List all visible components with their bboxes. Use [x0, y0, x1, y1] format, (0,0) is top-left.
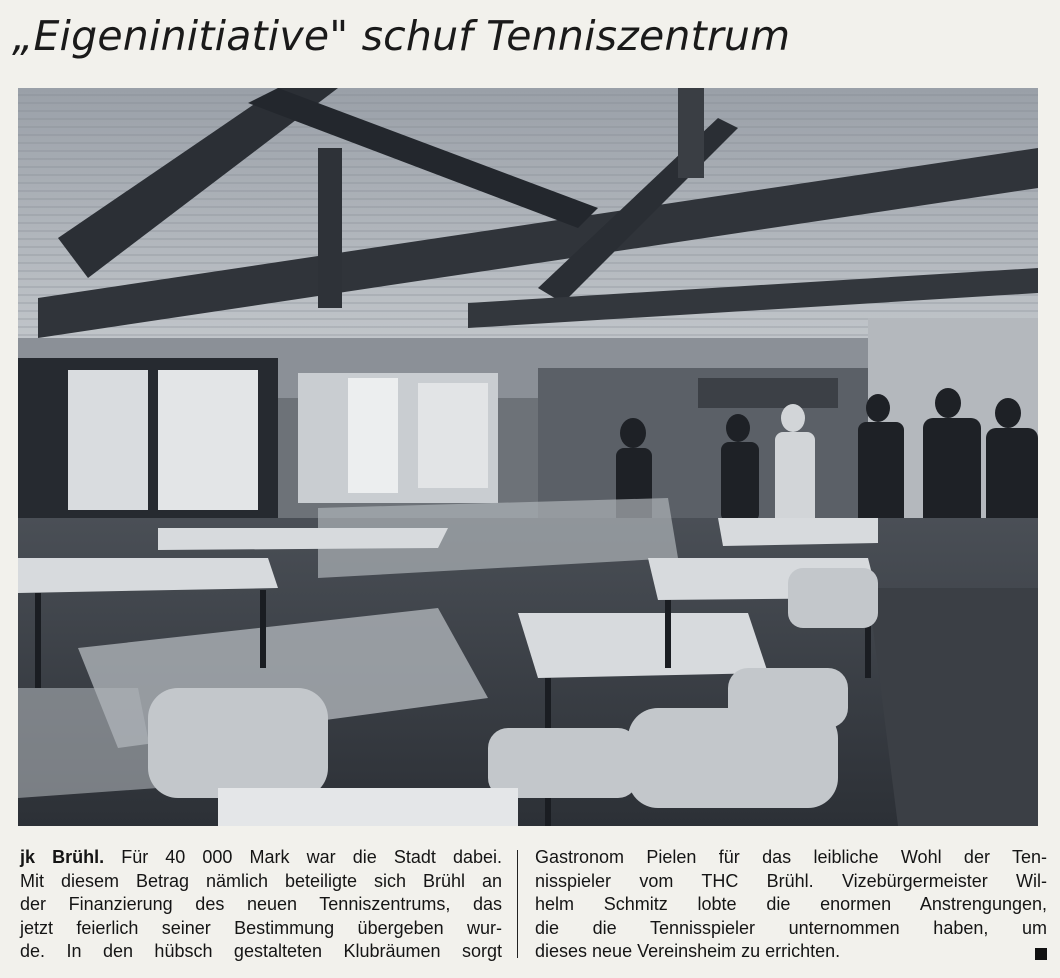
- body-line: nisspieler vom THC Brühl. Vizebürgermeister Wil-: [535, 870, 1047, 891]
- headline: „Eigeninitiative" schuf Tenniszentrum: [12, 12, 791, 60]
- body-line: die die Tennisspieler unternommen haben, um: [535, 917, 1047, 938]
- body-line: Gastronom Pielen für das leibliche Wohl der Ten-: [535, 847, 1047, 867]
- body-line: jetzt feierlich seiner Bestimmung übergeben wur-: [20, 917, 502, 938]
- clubroom-photo-icon: [18, 88, 1038, 826]
- body-line-text: Für 40 000 Mark war die Stadt dabei.: [104, 847, 502, 867]
- article-body: [20, 846, 1047, 964]
- body-line: der Finanzierung des neuen Tenniszentrums, das: [20, 894, 502, 914]
- column-divider: [517, 850, 518, 958]
- clubroom-photo: [18, 88, 1038, 826]
- body-line: Mit diesem Betrag nämlich beteiligte sich Brühl an: [20, 870, 502, 891]
- column-right: [535, 846, 1047, 964]
- body-line: dieses neue Vereinsheim zu errichten.: [535, 941, 841, 961]
- body-line: helm Schmitz lobte die enormen Anstrengungen,: [535, 894, 1047, 914]
- body-line: [20, 846, 502, 870]
- body-line: de. In den hübsch gestalteten Klubräumen sorgt: [20, 941, 502, 961]
- end-of-article-icon: [1035, 948, 1047, 960]
- byline-lead: jk Brühl.: [20, 847, 105, 867]
- column-left: [20, 846, 502, 964]
